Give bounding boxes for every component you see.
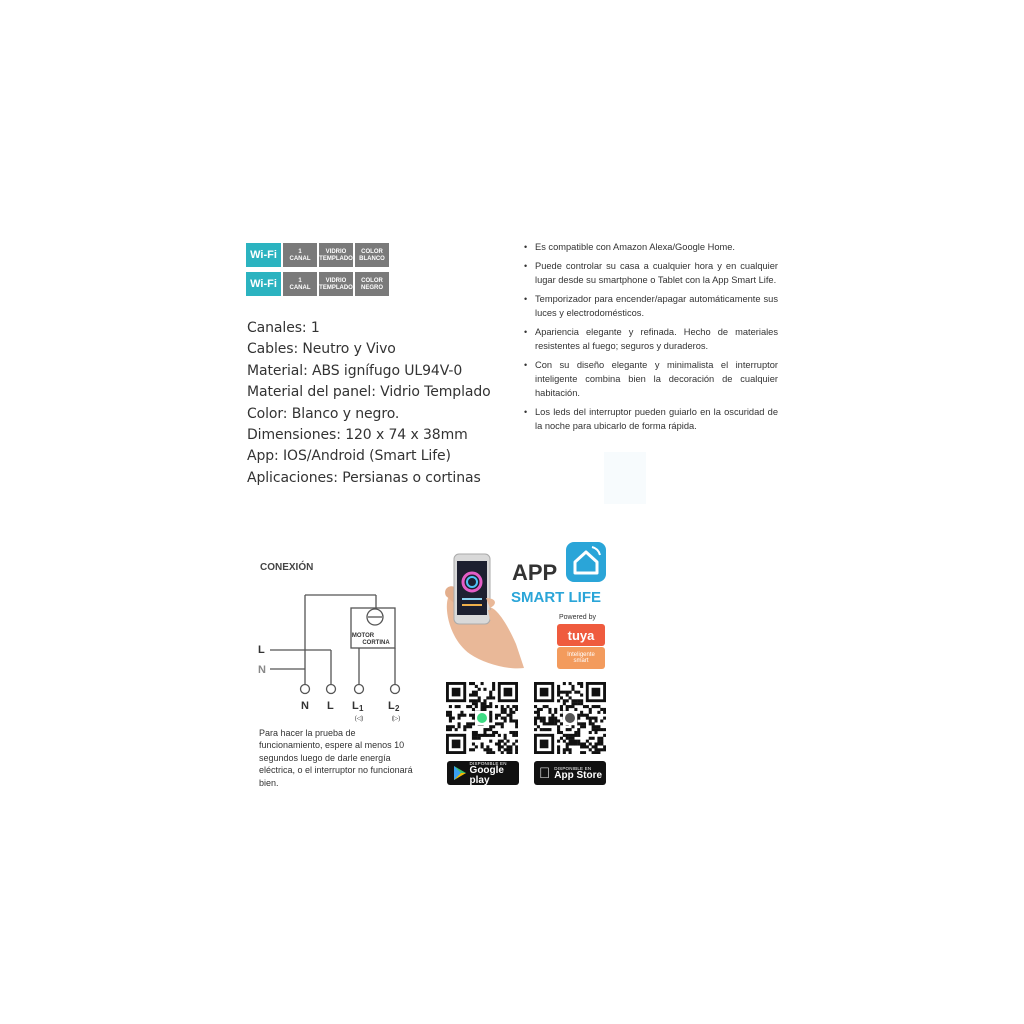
google-play-qr-code[interactable] [446, 682, 518, 754]
terminal-l-label: L [327, 700, 334, 712]
badge-row-white [246, 243, 389, 267]
glass-badge: VIDRIO TEMPLADO [319, 272, 353, 296]
spec-item: App: IOS/Android (Smart Life) [247, 448, 451, 465]
feature-item: • Es compatible con Amazon Alexa/Google Home. [522, 240, 778, 254]
wifi-badge: Wi-Fi [246, 272, 281, 296]
apple-icon [539, 766, 550, 781]
spec-item: Material: ABS ignífugo UL94V-0 [247, 362, 463, 379]
powered-by-label: Powered by [559, 614, 596, 621]
channel-badge: 1 CANAL [283, 243, 317, 267]
wifi-badge: Wi-Fi [246, 243, 281, 267]
specs-list [247, 318, 491, 489]
spec-item: Cables: Neutro y Vivo [247, 341, 396, 358]
spec-item: Aplicaciones: Persianas o cortinas [247, 469, 481, 486]
smart-life-title: SMART LIFE [511, 589, 601, 606]
terminal-n-label: N [301, 700, 309, 712]
terminal-l1-arrow: (◁) [354, 716, 364, 722]
feature-item: • Temporizador para encender/apagar automáticamente sus luces y electrodomésticos. [522, 292, 778, 320]
app-store-small-label: DISPONIBLE EN [543, 765, 581, 771]
google-play-small-label: DISPONIBLE EN [469, 760, 507, 766]
screen-slider [462, 604, 482, 606]
terminal-l [327, 685, 336, 694]
badge-row-black [246, 272, 389, 296]
spec-item: Material del panel: Vidrio Templado [247, 384, 491, 401]
app-store-qr-code[interactable] [534, 682, 606, 754]
feature-item: • Con su diseño elegante y minimalista el interruptor inteligente combina bien la decoración de cualquier habitación. [522, 358, 778, 400]
glass-badge: VIDRIO TEMPLADO [319, 243, 353, 267]
app-store-button[interactable] [534, 761, 606, 785]
feature-item: • Apariencia elegante y refinada. Hecho de materiales resistentes al fuego; seguros y duraderos. [522, 325, 778, 353]
tuya-smart-badge: Inteligente smart [557, 647, 605, 669]
app-title: APP [512, 560, 558, 585]
google-play-icon [451, 764, 467, 782]
terminal-l1-label: L [352, 700, 359, 712]
google-play-button[interactable] [447, 761, 519, 785]
spec-item: Dimensiones: 120 x 74 x 38mm [247, 427, 468, 444]
screen-slider [462, 598, 482, 600]
terminal-l1-sub: 1 [359, 704, 364, 713]
spec-item: Color: Blanco y negro. [247, 405, 400, 422]
motor-label: CORTINA [362, 640, 390, 646]
app-store-label: App Store [543, 769, 591, 781]
terminal-l2-sub: 2 [395, 704, 400, 713]
smart-life-app-icon [566, 542, 606, 582]
terminal-l2 [391, 685, 400, 694]
feature-item: • Puede controlar su casa a cualquier hora y en cualquier lugar desde su smartphone o Tablet con la App Smart Life. [522, 259, 778, 287]
line-n-label: N [258, 664, 266, 676]
terminal-l2-arrow: (▷) [391, 716, 401, 722]
faint-placeholder [604, 452, 646, 504]
color-badge: COLOR BLANCO [355, 243, 389, 267]
color-badge: COLOR NEGRO [355, 272, 389, 296]
wiring-diagram [250, 580, 420, 728]
tuya-logo: tuya [557, 624, 605, 646]
terminal-l2-label: L [388, 700, 395, 712]
line-l-label: L [258, 644, 265, 656]
connection-title: CONEXIÓN [260, 562, 314, 573]
motor-label: MOTOR [351, 633, 375, 639]
channel-badge: 1 CANAL [283, 272, 317, 296]
google-play-label: Google play [469, 764, 504, 786]
feature-item: • Los leds del interruptor pueden guiarlo en la oscuridad de la noche para ubicarlo de forma rápida. [522, 405, 778, 433]
spec-item: Canales: 1 [247, 320, 320, 336]
features-list [522, 240, 778, 438]
terminal-n [301, 685, 310, 694]
test-note: Para hacer la prueba de funcionamiento, espere al menos 10 segundos luego de darle energía eléctrica, o el interruptor no funcionará bien. [259, 728, 413, 788]
terminal-l1 [355, 685, 364, 694]
